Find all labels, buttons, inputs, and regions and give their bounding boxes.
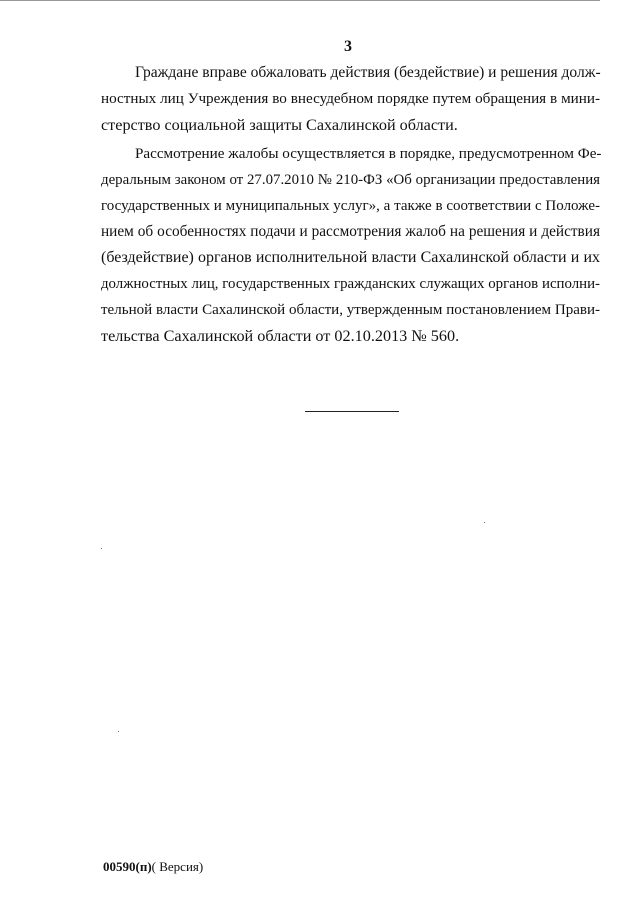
text-line: Граждане вправе обжаловать действия (бездействие) и решения долж-	[135, 64, 601, 81]
text-line: стерство социальной защиты Сахалинской области.	[101, 116, 458, 134]
footer-code: 00590(п)	[103, 859, 152, 874]
top-edge-rule	[0, 0, 600, 1]
scan-speck	[118, 731, 119, 732]
text-line: деральным законом от 27.07.2010 № 210-ФЗ «Об организации предоставления	[101, 172, 600, 188]
paragraph-appeal-right	[101, 60, 600, 138]
text-line: нием об особенностях подачи и рассмотрения жалоб на решения и действия	[101, 223, 600, 240]
text-line: государственных и муниципальных услуг», а также в соответствии с Положе-	[101, 198, 600, 214]
text-line: (бездействие) органов исполнительной власти Сахалинской области и их	[101, 249, 600, 266]
text-line: должностных лиц, государственных гражданских служащих органов исполни-	[101, 276, 600, 292]
text-line: тельной власти Сахалинской области, утвержденным постановлением Прави-	[101, 302, 600, 318]
body-text	[101, 60, 600, 349]
text-line: Рассмотрение жалобы осуществляется в порядке, предусмотренном Фе-	[135, 146, 602, 162]
paragraph-complaint-procedure	[101, 141, 600, 349]
footer-version-label: ( Версия)	[151, 859, 204, 874]
text-line: тельства Сахалинской области от 02.10.2013 № 560.	[101, 327, 460, 345]
scan-speck	[101, 548, 102, 549]
page-number: 3	[344, 38, 352, 55]
footer-document-code	[103, 859, 203, 875]
end-divider-line	[305, 411, 399, 412]
scan-speck	[484, 522, 485, 523]
text-line: ностных лиц Учреждения во внесудебном порядке путем обращения в мини-	[101, 91, 600, 107]
